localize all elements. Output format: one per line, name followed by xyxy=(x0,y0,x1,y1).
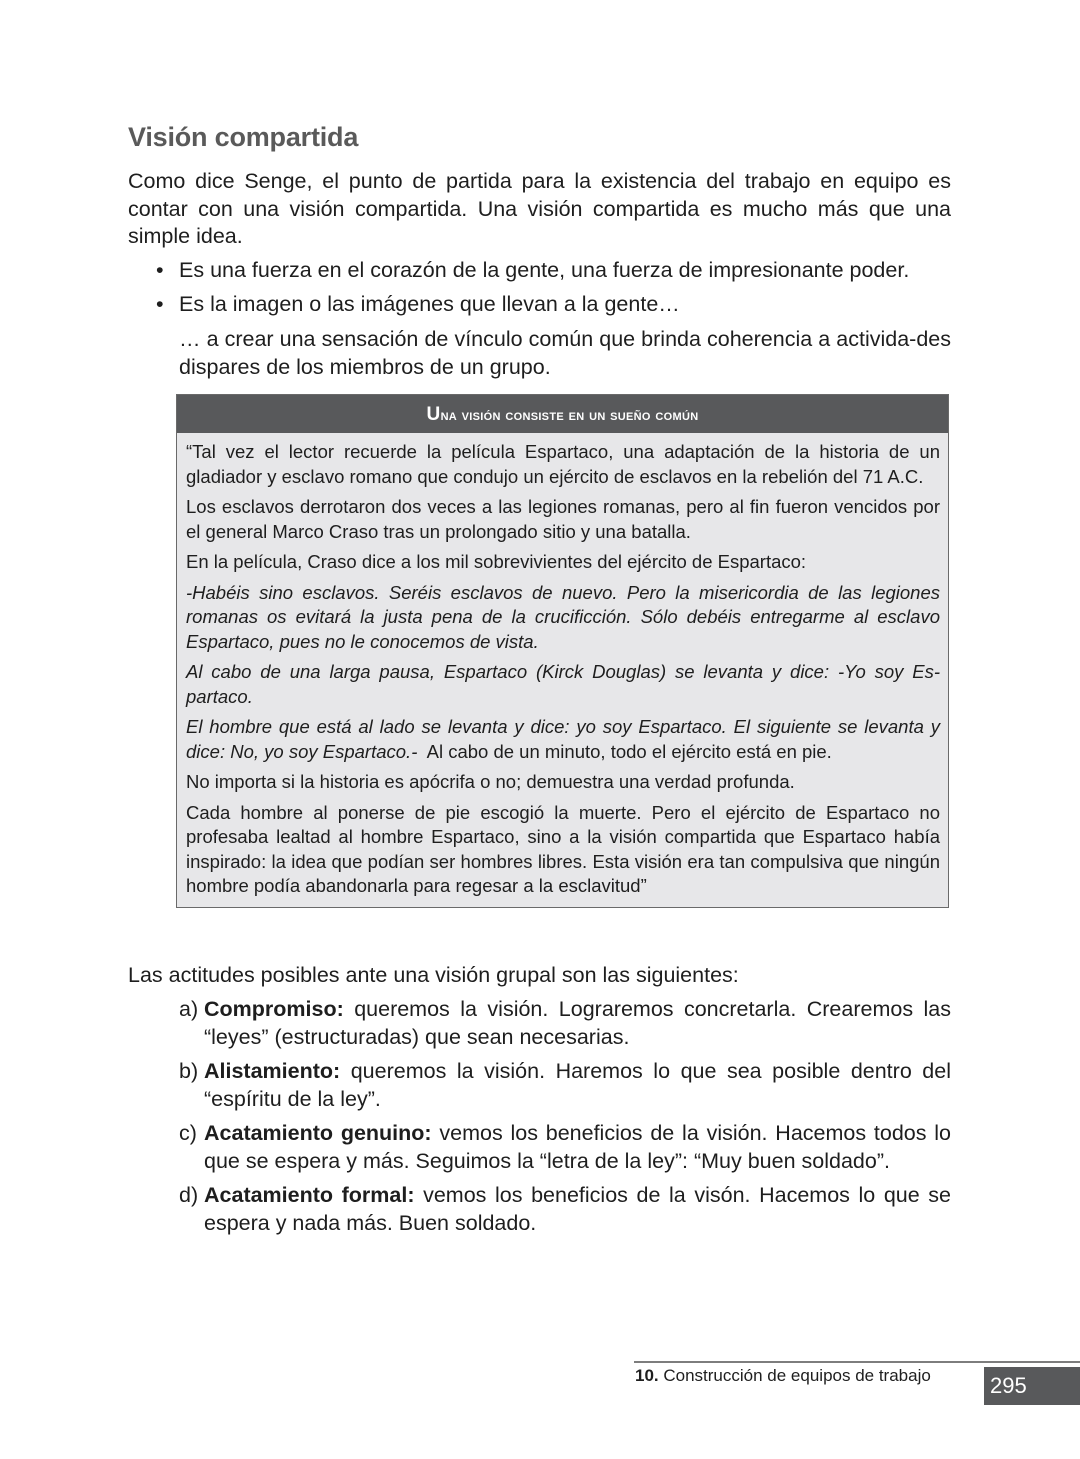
attitude-item xyxy=(179,1120,951,1175)
attitude-text: vemos los beneficios de la visión. Hacemos todos lo que se espera y más. Seguimos la “letra de la ley”: “Muy buen soldado”. xyxy=(204,1121,951,1173)
quote-paragraph: No importa si la historia es apócrifa o no; demuestra una verdad profunda. xyxy=(186,771,795,792)
attitude-item xyxy=(179,1182,951,1237)
attitude-item xyxy=(179,996,951,1051)
list-marker: d) xyxy=(179,1183,199,1207)
attitude-text: queremos la visión. Lograremos concretarla. Crearemos las “leyes” (estructuradas) que sean necesarias. xyxy=(204,997,951,1049)
section-title: Visión compartida xyxy=(128,122,359,152)
quote-normal-part: Al cabo de un minuto, todo el ejército está en pie. xyxy=(417,740,832,762)
attitude-text: vemos los beneficios de la visón. Hacemos lo que se espera y nada más. Buen soldado. xyxy=(204,1183,951,1235)
chapter-title: Construcción de equipos de trabajo xyxy=(658,1366,931,1385)
intro-paragraph: Como dice Senge, el punto de partida para la existencia del trabajo en equipo es contar con una visión compartida. Una visión compartida es mucho más que una simple idea. xyxy=(128,169,951,248)
attitude-term: Acatamiento formal: xyxy=(204,1183,415,1207)
quote-box-header-text: na visión consiste en un sueño común xyxy=(440,407,699,424)
quote-paragraph-mixed xyxy=(186,715,940,764)
list-marker: a) xyxy=(179,997,199,1021)
quote-paragraph-italic: Al cabo de una larga pausa, Espartaco (Kirck Douglas) se levanta y dice: -Yo soy Es-partaco. xyxy=(186,661,940,707)
bullet-continuation: … a crear una sensación de vínculo común que brinda coherencia a activida-des dispares de los miembros de un grupo. xyxy=(179,327,951,379)
quote-paragraph: “Tal vez el lector recuerde la película Espartaco, una adaptación de la historia de un gladiador y esclavo romano que condujo un ejército de esclavos en la rebelión del 71 A.C. xyxy=(186,441,940,487)
footer-divider xyxy=(634,1361,1080,1363)
attitude-item xyxy=(179,1058,951,1113)
quote-box xyxy=(176,394,949,908)
footer-chapter xyxy=(635,1366,931,1386)
list-marker: b) xyxy=(179,1059,199,1083)
quote-box-header xyxy=(177,395,948,433)
bullet-item xyxy=(156,257,951,285)
quote-paragraph: Los esclavos derrotaron dos veces a las legiones romanas, pero al fin fueron vencidos por el general Marco Craso tras un prolongado sitio y una batalla. xyxy=(186,496,940,542)
attitude-term: Acatamiento genuino: xyxy=(204,1121,432,1145)
bullet-list xyxy=(156,257,951,325)
attitudes-list xyxy=(179,996,951,1244)
page-number: 295 xyxy=(984,1367,1080,1405)
quote-paragraph: En la película, Craso dice a los mil sobrevivientes del ejército de Espartaco: xyxy=(186,551,807,572)
quote-paragraph: Cada hombre al ponerse de pie escogió la muerte. Pero el ejército de Espartaco no profesaba lealtad al hombre Espartaco, sino a la visión compartida que Espartaco había inspirado: la idea que podían ser hombres libres. Esta visión era tan compulsiva que ningún hombre podía abandonarla para regesar a la esclavitud” xyxy=(186,801,940,896)
quote-box-body xyxy=(177,433,948,907)
attitudes-intro: Las actitudes posibles ante una visión grupal son las siguientes: xyxy=(128,963,739,987)
attitude-term: Alistamiento: xyxy=(204,1059,341,1083)
attitude-text: queremos la visión. Haremos lo que sea posible dentro del “espíritu de la ley”. xyxy=(204,1059,951,1111)
quote-italic-part: El hombre que está al lado se levanta y dice: yo soy Espartaco. El siguiente se levanta y dice: No, yo soy Espartaco.- xyxy=(186,716,940,762)
list-marker: c) xyxy=(179,1121,197,1145)
bullet-icon: • xyxy=(156,292,164,316)
bullet-icon: • xyxy=(156,258,164,282)
chapter-number: 10. xyxy=(635,1366,659,1385)
bullet-text: Es una fuerza en el corazón de la gente, una fuerza de impresionante poder. xyxy=(179,258,910,282)
bullet-item xyxy=(156,291,951,319)
bullet-text: Es la imagen o las imágenes que llevan a la gente… xyxy=(179,292,680,316)
quote-paragraph-italic: -Habéis sino esclavos. Seréis esclavos de nuevo. Pero la misericordia de las legiones romanas os evitará la justa pena de la crucificción. Sólo debéis entregarme al esclavo Espartaco, pues no le conocemos de vista. xyxy=(186,581,940,652)
attitude-term: Compromiso: xyxy=(204,997,344,1021)
quote-box-header-initial: U xyxy=(426,404,441,425)
